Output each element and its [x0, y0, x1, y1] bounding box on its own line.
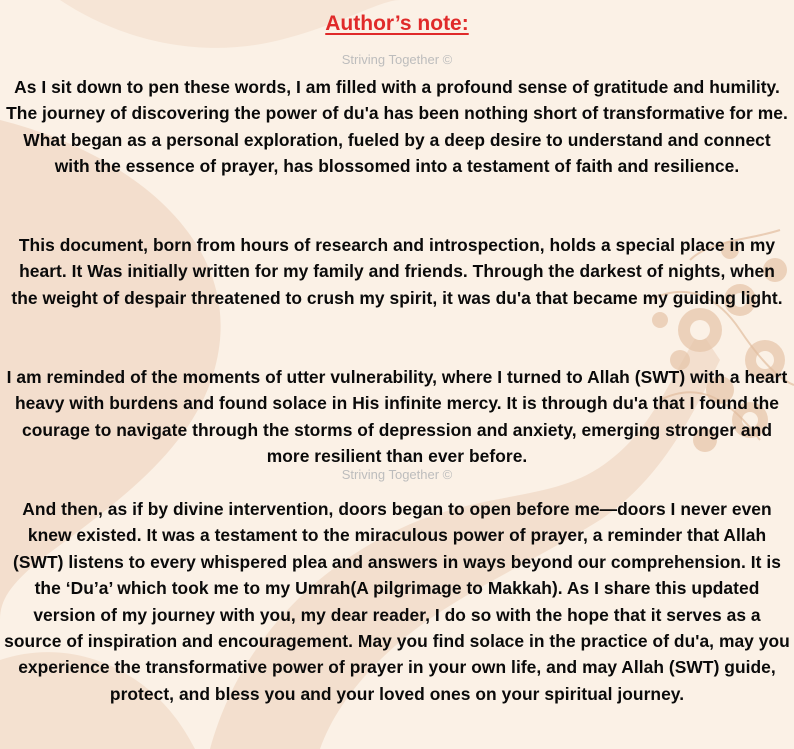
paragraph-3: I am reminded of the moments of utter vulnerability, where I turned to Allah (SWT) with a heart heavy with burdens and found solace in His infinite mercy. It is through du'a that I found the courage to navigate through the storms of depression and anxiety, emerging stronger and more resilient than ever before. — [6, 367, 788, 467]
paragraph-4: And then, as if by divine intervention, doors began to open before me—doors I never even knew existed. It was a testament to the miraculous power of prayer, a reminder that Allah (SWT) listens to every whispered plea and answers in ways beyond our comprehension. It is the ‘Du’a’ which took me to my Umrah(A pilgrimage to Makkah). As I share this updated version of my journey with you, my dear reader, I do so with the hope that it serves as a source of inspiration and encouragement. May you find solace in the practice of du'a, may you experience the transformative power of prayer in your own life, and may Allah (SWT) guide, protect, and bless you and your loved ones on your spiritual journey. — [4, 499, 790, 704]
page-title: Author’s note: — [325, 12, 469, 35]
paragraph-1: As I sit down to pen these words, I am filled with a profound sense of gratitude and humility. The journey of discovering the power of du'a has been nothing short of transformative for me. What began as a personal exploration, fueled by a deep desire to understand and connect with the essence of prayer, has blossomed into a testament of faith and resilience. — [6, 77, 788, 177]
watermark-top: Striving Together © — [341, 52, 453, 67]
paragraph-2: This document, born from hours of research and introspection, holds a special place in my heart. It Was initially written for my family and friends. Through the darkest of nights, when the weight of despair threatened to crush my spirit, it was du'a that became my guiding light. — [11, 235, 783, 308]
watermark-middle: Striving Together © — [341, 467, 453, 482]
